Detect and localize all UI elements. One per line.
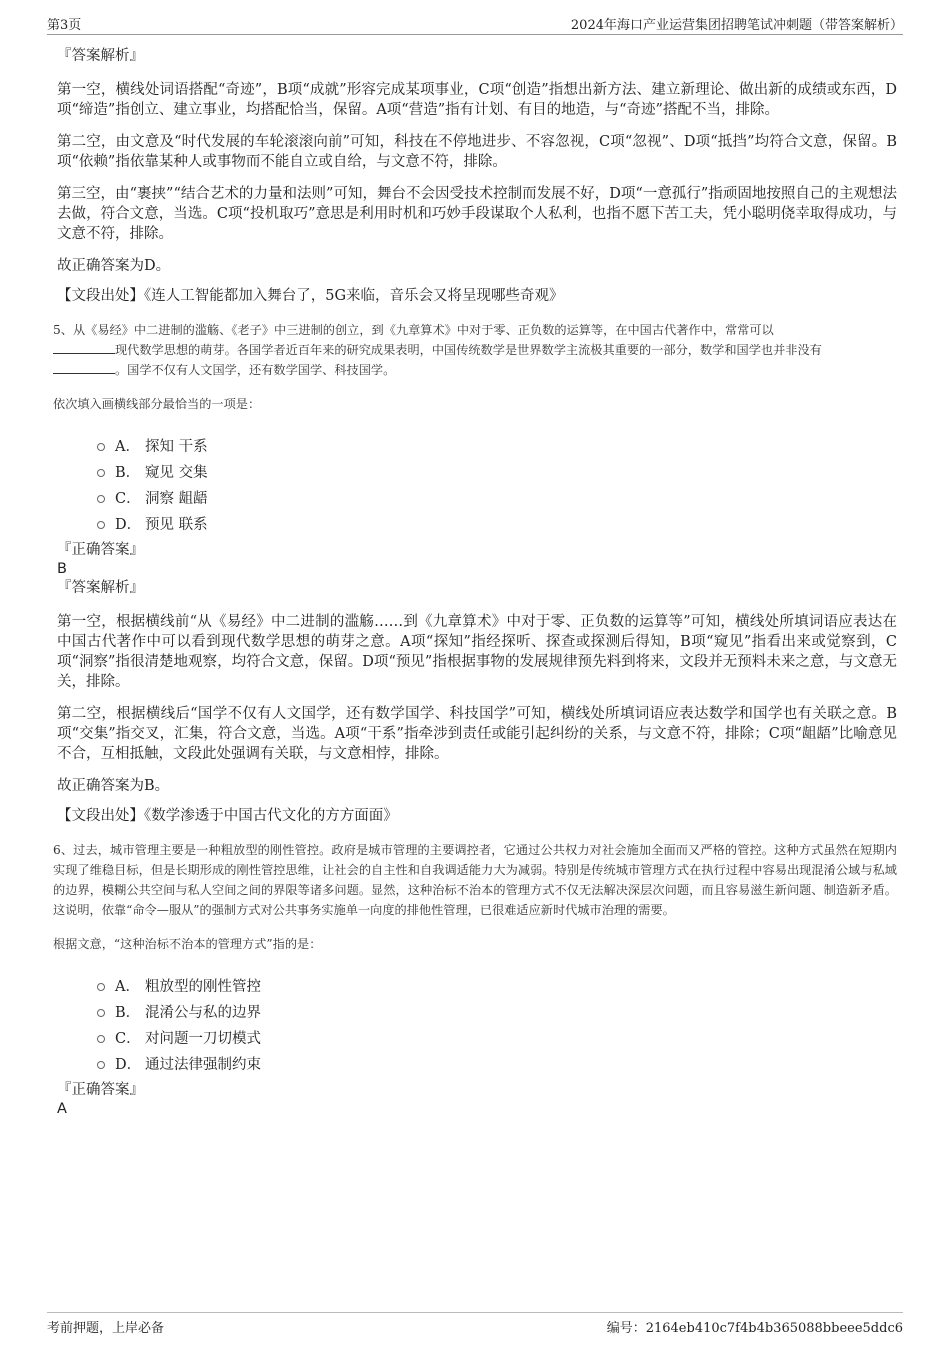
page-header <box>47 12 903 35</box>
q5-blank-1 <box>53 341 115 354</box>
page-number: 第3页 <box>47 18 82 33</box>
q5-option-d[interactable]: D． 预见 联系 <box>97 510 897 536</box>
radio-icon[interactable] <box>97 1009 105 1017</box>
q4-analysis-para-2: 第二空，由文意及“时代发展的车轮滚滚向前”可知，科技在不停地进步、不容忽视，C项“忽视”、D项“抵挡”均符合文意，保留。B项“依赖”指依靠某种人或事物而不能自立或自给，与文意不符，排除。 <box>57 134 897 170</box>
radio-icon[interactable] <box>97 1061 105 1069</box>
q5-option-b[interactable]: B． 窥见 交集 <box>97 458 897 484</box>
q5-question-text: 5、从《易经》中二进制的滥觞、《老子》中三进制的创立，到《九章算术》中对于零、正负数的运算等，在中国古代著作中，常常可以 现代数学思想的萌芽。各国学者近百年来的研究成果表明，中国传统数学是世界数学主流极其重要的一部分，数学和国学也并非没有 。国学不仅有人文国学，还有数学国学、科技国学。 <box>53 323 822 377</box>
q6-option-a[interactable]: A． 粗放型的刚性管控 <box>97 972 897 998</box>
footer-slogan: 考前押题，上岸必备 <box>47 1321 165 1336</box>
q6-prompt: 根据文意，“这种治标不治本的管理方式”指的是： <box>53 937 322 951</box>
q5-options <box>97 432 897 536</box>
q5-analysis-para-2: 第二空，根据横线后“国学不仅有人文国学，还有数学国学、科技国学”可知，横线处所填词语应表达数学和国学也有关联之意。B项“交集”指交叉，汇集，符合文意，当选。A项“干系”指牵涉到责任或能引起纠纷的关系，与文意不符，排除；C项“龃龉”比喻意见不合，互相抵触，文段此处强调有关联，与文意相悖，排除。 <box>57 706 897 762</box>
radio-icon[interactable] <box>97 443 105 451</box>
document-code: 编号：2164eb410c7f4b4b365088bbeee5ddc6 <box>606 1321 903 1336</box>
radio-icon[interactable] <box>97 521 105 529</box>
q6-question-text: 6、过去，城市管理主要是一种粗放型的刚性管控。政府是城市管理的主要调控者，它通过公共权力对社会施加全面而又严格的管控。这种方式虽然在短期内实现了维稳目标，但是长期形成的刚性管控思维，让社会的自主性和自我调适能力大为减弱。特别是传统城市管理方式在执行过程中容易出现混淆公域与私域的边界，模糊公共空间与私人空间之间的界限等诸多问题。显然，这种治标不治本的管理方式不仅无法解决深层次问题，而且容易滋生新问题、制造新矛盾。这说明，依靠“命令—服从”的强制方式对公共事务实施单一向度的排他性管理，已很难适应新时代城市治理的需要。 <box>53 843 897 917</box>
q5-source: 【文段出处】《数学渗透于中国古代文化的方方面面》 <box>57 808 398 824</box>
q5-answer: B <box>57 561 67 577</box>
page-content <box>53 44 897 1118</box>
q5-conclusion: 故正确答案为B。 <box>57 778 170 794</box>
q4-source: 【文段出处】《连人工智能都加入舞台了，5G来临，音乐会又将呈现哪些奇观》 <box>57 288 564 304</box>
q6-options <box>97 972 897 1076</box>
q6-option-c[interactable]: C． 对问题一刀切模式 <box>97 1024 897 1050</box>
q5-blank-2 <box>53 361 115 374</box>
q5-option-c[interactable]: C． 洞察 龃龉 <box>97 484 897 510</box>
q5-answer-label: 『正确答案』 <box>57 542 144 558</box>
page-footer <box>47 1312 903 1336</box>
q4-analysis-para-1: 第一空，横线处词语搭配“奇迹”，B项“成就”形容完成某项事业，C项“创造”指想出新方法、建立新理论、做出新的成绩或东西，D项“缔造”指创立、建立事业，均搭配恰当，保留。A项“营造”指有计划、有目的地造，与“奇迹”搭配不当，排除。 <box>57 82 897 118</box>
q6-option-b[interactable]: B． 混淆公与私的边界 <box>97 998 897 1024</box>
radio-icon[interactable] <box>97 469 105 477</box>
radio-icon[interactable] <box>97 983 105 991</box>
q5-analysis-label: 『答案解析』 <box>57 580 144 596</box>
q5-option-a[interactable]: A． 探知 干系 <box>97 432 897 458</box>
q4-conclusion: 故正确答案为D。 <box>57 258 171 274</box>
document-title: 2024年海口产业运营集团招聘笔试冲刺题（带答案解析） <box>570 18 903 33</box>
q4-analysis-para-3: 第三空，由“裹挟”“结合艺术的力量和法则”可知，舞台不会因受技术控制而发展不好，D项“一意孤行”指顽固地按照自己的主观想法去做，符合文意，当选。C项“投机取巧”意思是利用时机和巧妙手段谋取个人私利，也指不愿下苦工夫，凭小聪明侥幸取得成功，与文意不符，排除。 <box>57 186 897 242</box>
q4-analysis-label: 『答案解析』 <box>57 48 144 64</box>
q5-analysis-para-1: 第一空，根据横线前“从《易经》中二进制的滥觞……到《九章算术》中对于零、正负数的运算等”可知，横线处所填词语应表达在中国古代著作中可以看到现代数学思想的萌芽之意。A项“探知”指经探听、探查或探测后得知，B项“窥见”指看出来或觉察到，C项“洞察”指很清楚地观察，均符合文意，保留。D项“预见”指根据事物的发展规律预先料到将来，文段并无预料未来之意，与文意无关，排除。 <box>57 614 897 690</box>
q5-prompt: 依次填入画横线部分最恰当的一项是： <box>53 397 261 411</box>
q6-option-d[interactable]: D． 通过法律强制约束 <box>97 1050 897 1076</box>
radio-icon[interactable] <box>97 495 105 503</box>
radio-icon[interactable] <box>97 1035 105 1043</box>
q6-answer-label: 『正确答案』 <box>57 1082 144 1098</box>
q6-answer: A <box>57 1101 67 1117</box>
